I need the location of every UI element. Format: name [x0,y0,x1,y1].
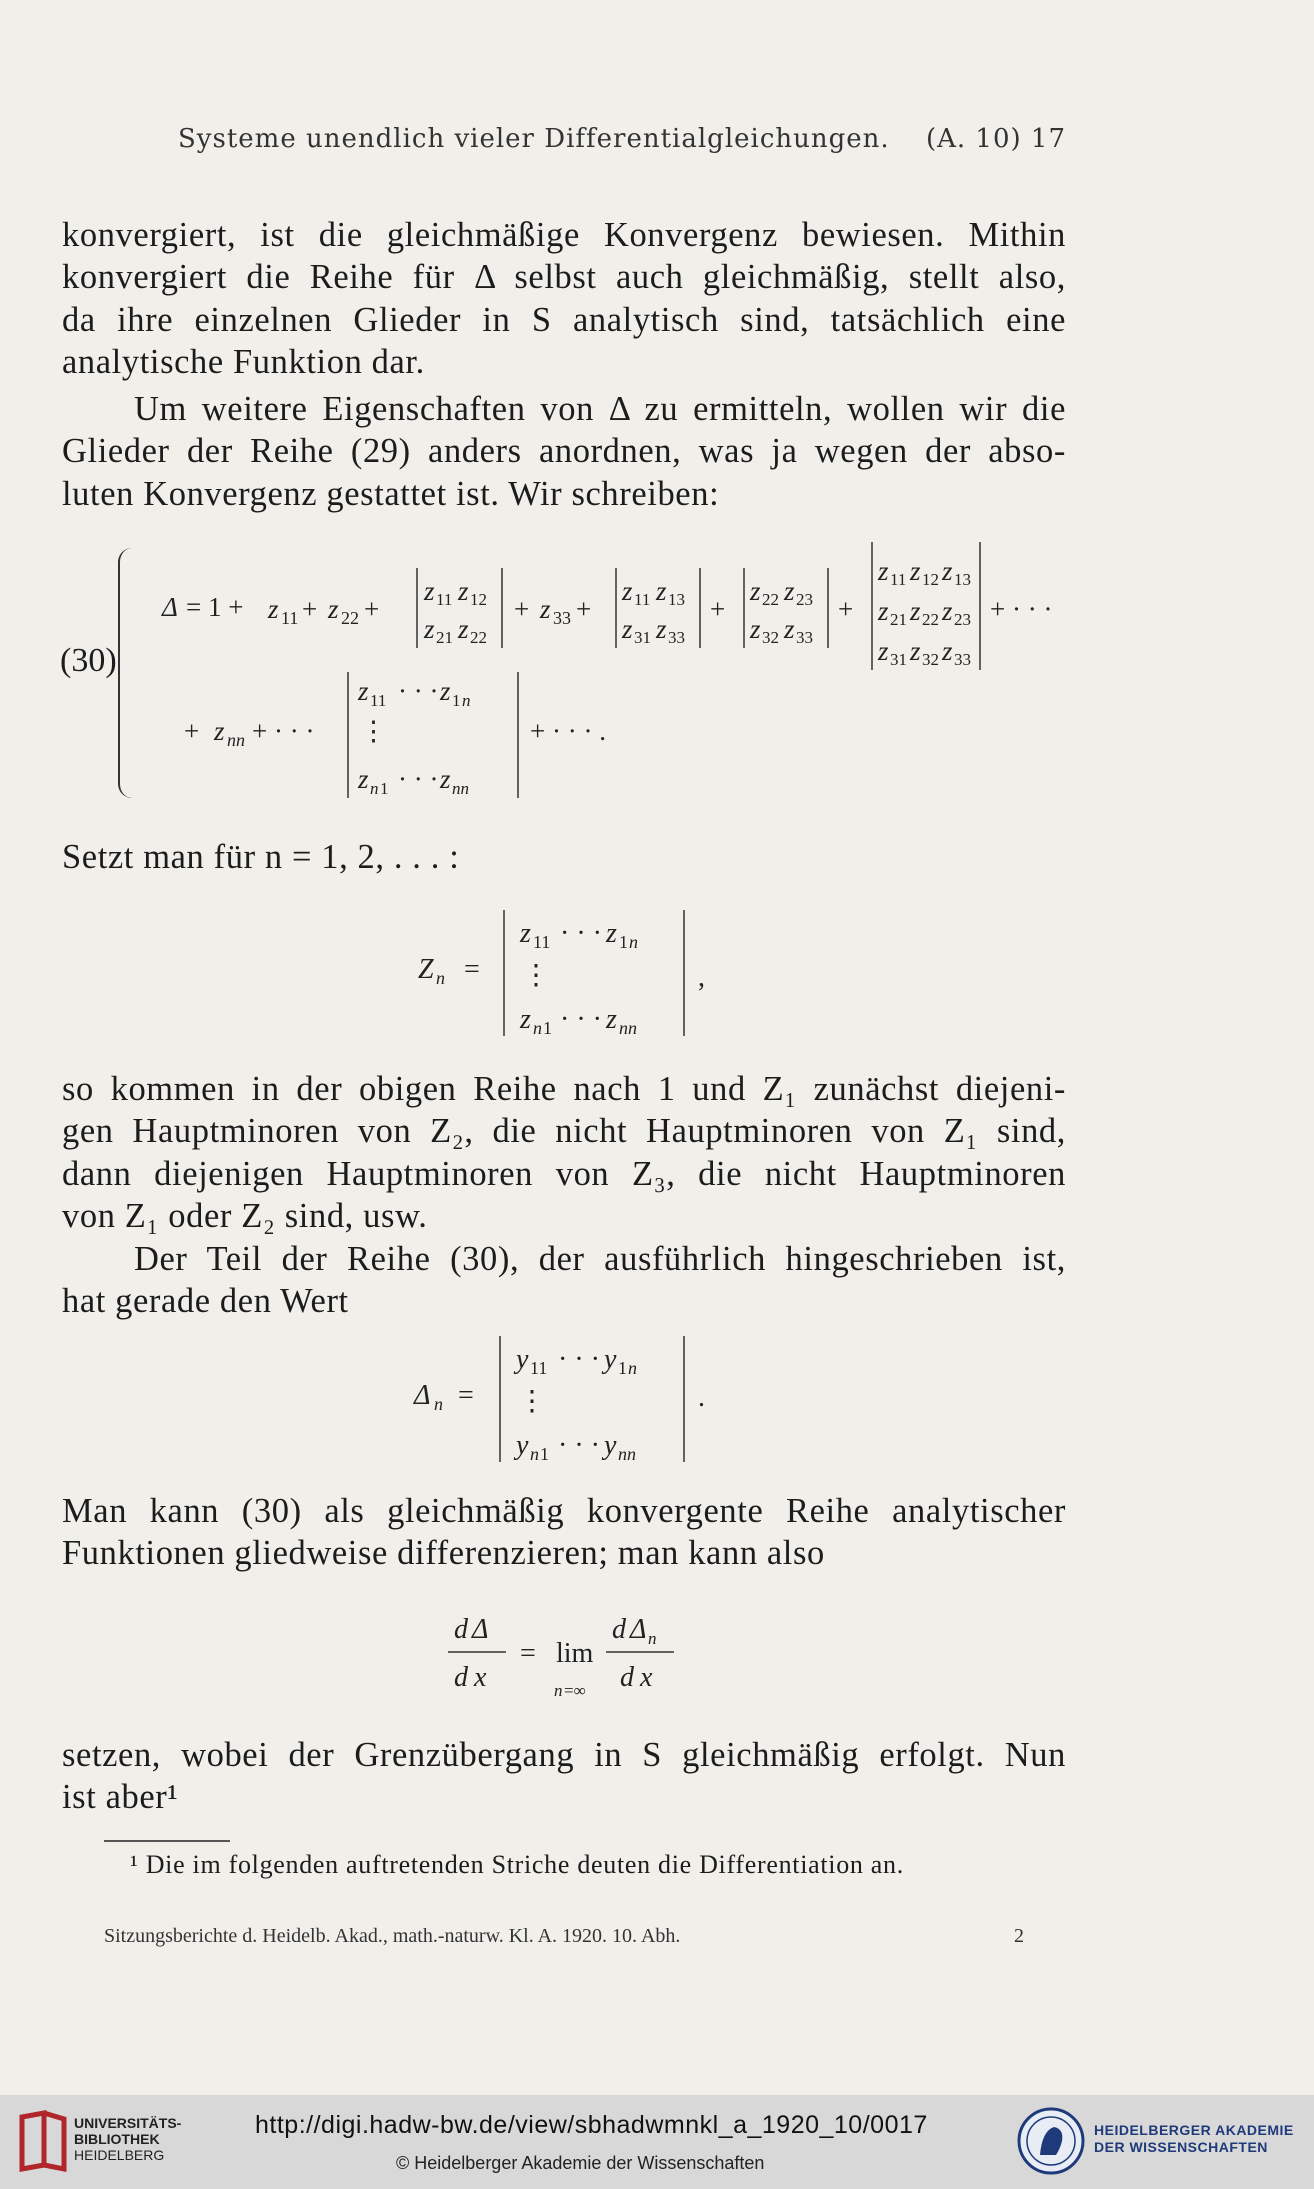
svg-text:n: n [554,1681,563,1700]
svg-text:z: z [750,576,761,606]
svg-text:11: 11 [281,608,299,628]
svg-text:31: 31 [634,628,651,647]
paragraph-5 [62,1238,1066,1323]
svg-text:n: n [370,779,379,798]
svg-text:.: . [698,1382,705,1413]
svg-text:1: 1 [380,779,389,798]
svg-text:12: 12 [922,570,939,589]
svg-text:nn: nn [452,779,469,798]
svg-text:z: z [878,636,889,666]
svg-text:z: z [656,576,667,606]
running-head [178,124,1066,154]
svg-text:z: z [540,594,551,624]
running-title: Systeme unendlich vieler Differentialgleichungen. [178,124,890,154]
text-line: Glieder der Reihe (29) anders anordnen, was ja wegen der abso- [62,432,1066,471]
svg-text:z: z [878,556,889,586]
svg-text:+: + [838,594,854,624]
text-line: hat gerade den Wert [62,1282,349,1321]
svg-text:z: z [424,576,435,606]
svg-text:+: + [576,594,592,624]
svg-text:=: = [464,954,480,985]
svg-text:z: z [942,636,953,666]
svg-text:z: z [750,614,761,644]
footnote-rule [104,1840,230,1842]
section-page-number: (A. 10) 17 [925,124,1066,154]
svg-text:12: 12 [470,590,487,609]
svg-text:21: 21 [890,610,907,629]
text-line: von Z₁ oder Z₂ sind, usw. [62,1196,428,1235]
svg-text:1: 1 [618,1358,627,1378]
svg-text:· · ·: · · · [560,1004,602,1035]
svg-text:⋮: ⋮ [522,960,550,991]
svg-text:Δ: Δ [472,1614,489,1645]
svg-text:+ · · ·: + · · · [990,594,1053,624]
svg-text:· · ·: · · · [560,918,602,949]
academy-name-line: HEIDELBERGER AKADEMIE [1094,2122,1294,2138]
svg-text:· · ·: · · · [558,1344,600,1375]
svg-text:22: 22 [922,610,939,629]
svg-text:z: z [942,556,953,586]
svg-text:⋮: ⋮ [360,716,387,746]
page-footer [104,1925,1024,1948]
text-line: konvergiert die Reihe für Δ selbst auch gleichmäßig, stellt also, [62,258,1066,297]
svg-text:y: y [516,1344,529,1375]
text-line: Um weitere Eigenschaften von Δ zu ermitteln, wollen wir die [134,390,1066,428]
limit-equation [440,1600,700,1710]
equation-30 [140,540,1080,802]
svg-text:z: z [520,918,531,949]
text-line: da ihre einzelnen Glieder in S analytisch sind, tatsächlich eine [62,300,1066,339]
svg-text:= 1 +: = 1 + [186,592,244,622]
svg-text:z: z [784,614,795,644]
text-line: so kommen in der obigen Reihe nach 1 und Z₁ zunächst diejeni- [62,1070,1066,1108]
svg-text:Δ: Δ [162,592,178,622]
svg-text:z: z [622,614,633,644]
svg-text:z: z [358,676,369,706]
svg-text:+: + [710,594,726,624]
svg-text:22: 22 [470,628,487,647]
svg-text:11: 11 [890,570,907,589]
text-line: setzen, wobei der Grenzübergang in S gleichmäßig erfolgt. Nun [62,1736,1066,1774]
svg-text:⋮: ⋮ [518,1386,546,1417]
svg-text:nn: nn [618,1444,636,1464]
svg-text:z: z [878,596,889,626]
academy-name-line: DER WISSENSCHAFTEN [1094,2139,1268,2155]
digitization-banner [0,2095,1314,2189]
svg-text:+: + [364,594,380,624]
svg-text:· · ·: · · · [558,1430,600,1461]
text-line: gen Hauptminoren von Z₂, die nicht Hauptminoren von Z₁ sind, [62,1112,1066,1151]
svg-text:y: y [604,1430,617,1461]
svg-text:z: z [214,716,225,746]
svg-text:z: z [942,596,953,626]
svg-text:33: 33 [954,650,971,669]
svg-text:11: 11 [370,691,387,710]
svg-text:nn: nn [227,730,245,750]
svg-text:· · ·: · · · [398,764,439,794]
svg-text:Z: Z [418,954,434,985]
svg-text:n: n [648,1629,657,1648]
svg-text:d: d [620,1662,634,1693]
text-line: Der Teil der Reihe (30), der ausführlich hingeschrieben ist, [134,1240,1066,1278]
svg-text:32: 32 [762,628,779,647]
svg-text:y: y [516,1430,529,1461]
svg-text:+: + [514,594,530,624]
text-line: ist aber¹ [62,1778,179,1817]
svg-text:z: z [424,614,435,644]
svg-text:1: 1 [452,691,461,710]
svg-text:+: + [302,594,318,624]
svg-text:nn: nn [619,1018,637,1038]
svg-text:n: n [462,691,471,710]
svg-text:z: z [784,576,795,606]
svg-text:z: z [458,614,469,644]
paragraph-4 [62,1068,1066,1237]
permalink-url[interactable]: http://digi.hadw-bw.de/view/sbhadwmnkl_a_1920_10/0017 [255,2111,928,2139]
academy-name [1094,2122,1294,2156]
svg-text:11: 11 [436,590,453,609]
svg-text:13: 13 [668,590,685,609]
svg-text:z: z [606,918,617,949]
svg-text:z: z [910,596,921,626]
paragraph-7 [62,1734,1066,1819]
svg-text:z: z [268,594,279,624]
svg-text:z: z [910,636,921,666]
paragraph-1 [62,214,1066,383]
svg-text:33: 33 [553,608,571,628]
academy-seal-icon [1016,2105,1086,2177]
svg-text:n: n [533,1018,542,1038]
svg-text:n: n [436,968,445,988]
svg-text:z: z [440,764,451,794]
library-name [74,2115,181,2163]
svg-text:z: z [358,764,369,794]
paragraph-3 [62,836,1066,878]
svg-text:22: 22 [341,608,359,628]
svg-text:21: 21 [436,628,453,647]
svg-text:d: d [454,1662,468,1693]
svg-text:=: = [458,1380,474,1411]
library-name-line: HEIDELBERG [74,2147,165,2163]
deltan-definition [408,1330,728,1466]
svg-text:z: z [458,576,469,606]
text-line: Man kann (30) als gleichmäßig konvergente Reihe analytischer [62,1492,1066,1530]
svg-text:z: z [520,1004,531,1035]
signature-mark: 2 [1014,1925,1024,1947]
svg-text:z: z [440,676,451,706]
library-logo-icon [14,2109,68,2175]
svg-text:z: z [328,594,339,624]
svg-text:z: z [910,556,921,586]
svg-text:lim: lim [556,1638,594,1669]
svg-text:33: 33 [668,628,685,647]
svg-text:x: x [640,1662,653,1693]
svg-text:23: 23 [796,590,813,609]
text-line: dann diejenigen Hauptminoren von Z₃, die nicht Hauptminoren [62,1154,1066,1193]
svg-text:z: z [656,614,667,644]
svg-text:=∞: =∞ [564,1681,586,1700]
text-line: analytische Funktion dar. [62,342,425,381]
paragraph-6 [62,1490,1066,1575]
svg-text:13: 13 [954,570,971,589]
text-line: Funktionen gliedweise differenzieren; man kann also [62,1534,825,1573]
svg-text:n: n [434,1394,443,1414]
footer-citation: Sitzungsberichte d. Heidelb. Akad., math.-naturw. Kl. A. 1920. 10. Abh. [104,1925,681,1947]
equation-number: (30) [60,642,117,679]
svg-text:22: 22 [762,590,779,609]
svg-text:1: 1 [543,1018,552,1038]
svg-text:+: + [184,716,200,746]
svg-text:33: 33 [796,628,813,647]
text-line: Setzt man für n = 1, 2, . . . : [62,838,460,876]
svg-text:z: z [622,576,633,606]
svg-text:11: 11 [530,1358,548,1378]
svg-text:1: 1 [540,1444,549,1464]
svg-text:=: = [520,1638,536,1669]
svg-text:31: 31 [890,650,907,669]
footnote: ¹ Die im folgenden auftretenden Striche deuten die Differentiation an. [130,1850,904,1879]
svg-text:y: y [604,1344,617,1375]
library-name-line: UNIVERSITÄTS- [74,2115,182,2131]
svg-text:n: n [530,1444,539,1464]
svg-text:Δ: Δ [630,1614,647,1645]
svg-text:· · ·: · · · [398,676,439,706]
svg-text:+ · · ·: + · · · [252,716,315,746]
svg-text:d: d [454,1614,468,1645]
copyright-notice: © Heidelberger Akademie der Wissenschaften [396,2153,765,2173]
svg-text:n: n [628,1358,637,1378]
svg-text:11: 11 [533,932,551,952]
zn-definition [410,904,730,1040]
svg-text:d: d [612,1614,626,1645]
library-name-line: BIBLIOTHEK [74,2131,160,2147]
svg-text:+ · · · .: + · · · . [530,716,606,746]
svg-text:23: 23 [954,610,971,629]
svg-text:32: 32 [922,650,939,669]
svg-text:,: , [698,962,705,993]
svg-text:Δ: Δ [414,1380,431,1411]
paragraph-2 [62,388,1066,515]
text-line: luten Konvergenz gestattet ist. Wir schreiben: [62,474,720,513]
svg-text:x: x [474,1662,487,1693]
equation-brace [118,548,138,798]
svg-text:z: z [606,1004,617,1035]
svg-text:11: 11 [634,590,651,609]
svg-text:n: n [629,932,638,952]
svg-text:1: 1 [619,932,628,952]
text-line: konvergiert, ist die gleichmäßige Konvergenz bewiesen. Mithin [62,216,1066,254]
